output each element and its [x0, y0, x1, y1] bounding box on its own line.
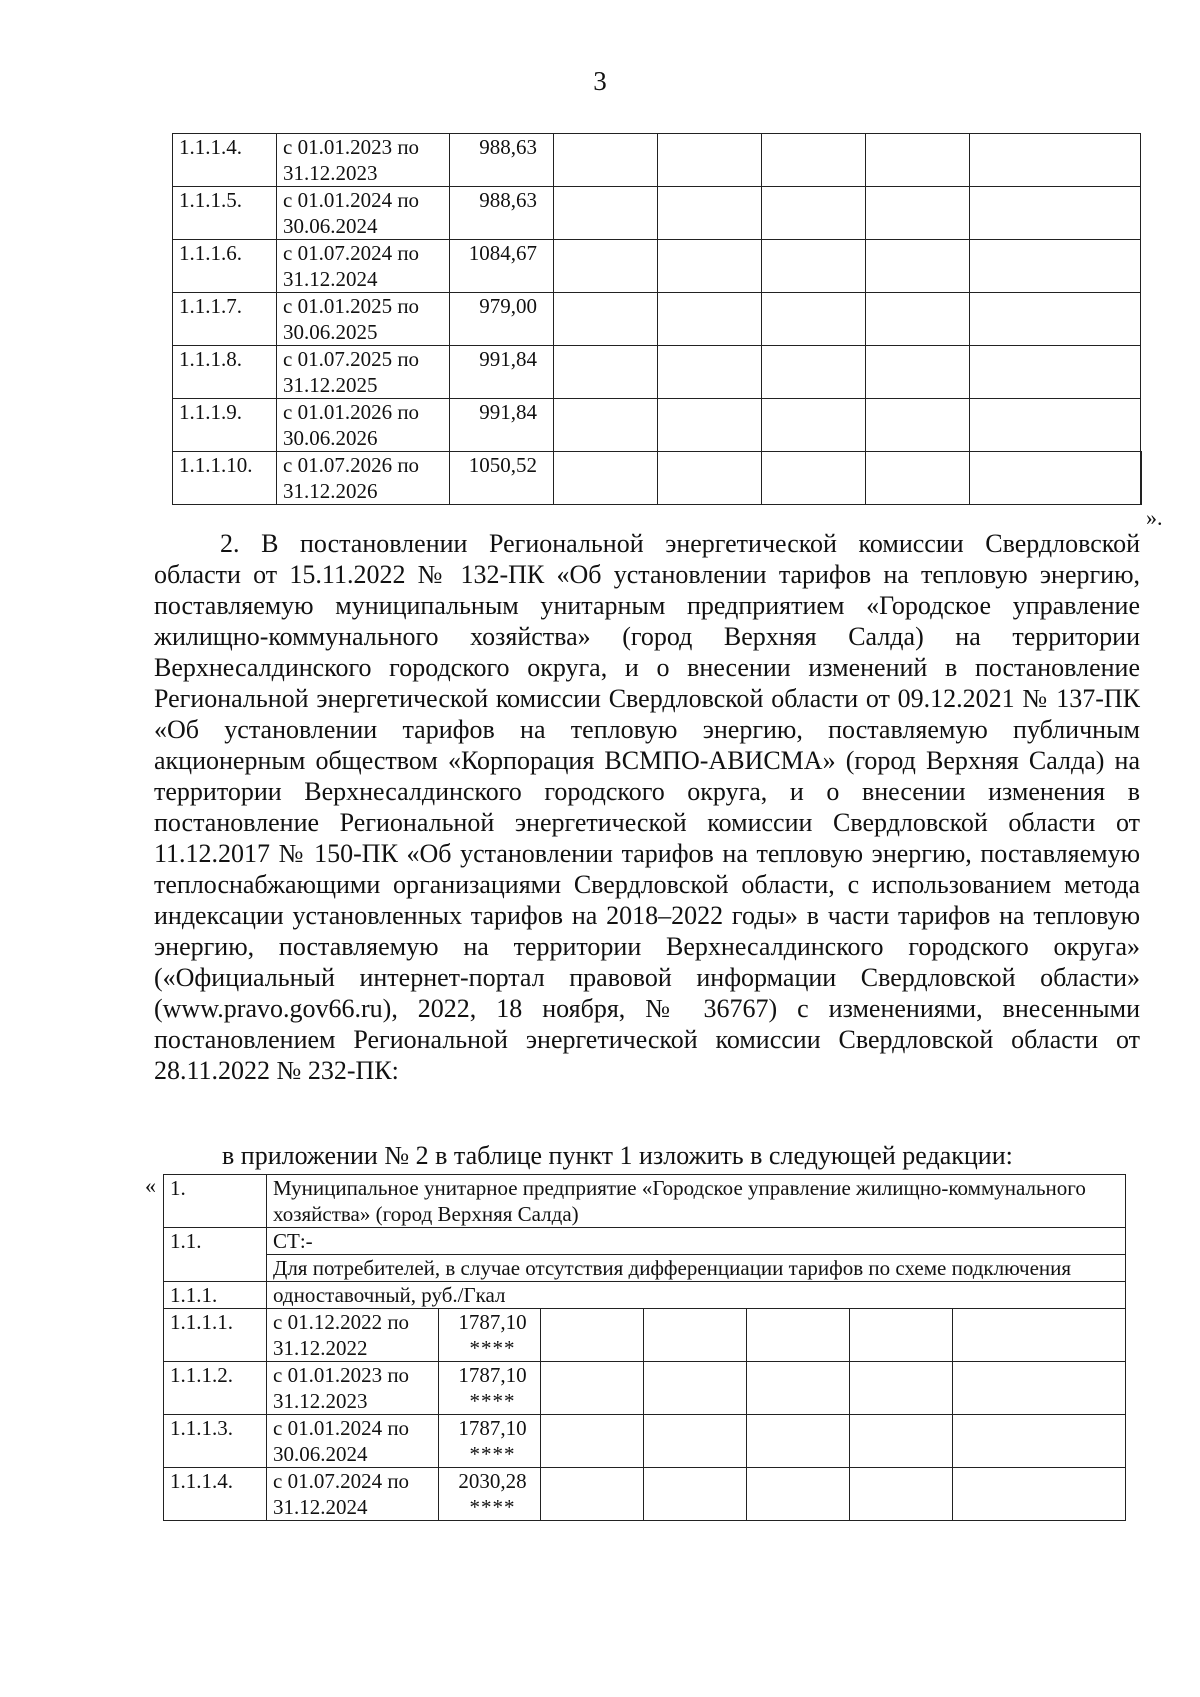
empty-cell	[541, 1468, 644, 1521]
empty-cell	[762, 240, 866, 293]
tariff-table-new	[163, 1174, 1126, 1521]
empty-cell	[644, 1415, 747, 1468]
empty-cell	[554, 134, 658, 187]
period-start: с 01.01.2024 по	[273, 1416, 410, 1440]
tariff-value: 988,63	[450, 187, 554, 240]
period-cell	[267, 1468, 439, 1521]
empty-cell	[644, 1468, 747, 1521]
empty-cell	[970, 346, 1141, 399]
tariff-value-cell	[439, 1362, 541, 1415]
empty-cell	[747, 1468, 850, 1521]
empty-cell	[658, 187, 762, 240]
empty-cell	[658, 293, 762, 346]
tariff-value-cell	[439, 1468, 541, 1521]
period-start: с 01.07.2024 по	[273, 1469, 410, 1493]
consumers-row	[164, 1255, 1126, 1282]
empty-cell	[970, 187, 1141, 240]
period-start: с 01.01.2023 по	[273, 1363, 410, 1387]
row-number: 1.1.1.3.	[164, 1415, 267, 1468]
period-start: с 01.01.2024 по	[283, 188, 420, 212]
period-end: 31.12.2023	[273, 1389, 368, 1413]
org-row	[164, 1175, 1126, 1228]
period-end: 30.06.2026	[283, 426, 378, 450]
table-row	[173, 346, 1141, 399]
st-row	[164, 1228, 1126, 1255]
empty-cell	[970, 399, 1141, 452]
row-number: 1.1.1.6.	[173, 240, 277, 293]
empty-cell	[554, 452, 658, 505]
empty-cell	[953, 1362, 1126, 1415]
tariff-table-continuation	[172, 133, 1142, 505]
period-start: с 01.12.2022 по	[273, 1310, 410, 1334]
table-row	[173, 240, 1141, 293]
empty-cell	[953, 1415, 1126, 1468]
period-end: 30.06.2024	[273, 1442, 368, 1466]
tariff-value: 1787,10	[458, 1310, 527, 1334]
tariff-value: 1050,52	[450, 452, 554, 505]
empty-cell	[762, 346, 866, 399]
table-row	[164, 1415, 1126, 1468]
table-row	[173, 452, 1141, 505]
empty-cell	[866, 240, 970, 293]
empty-cell	[850, 1309, 953, 1362]
period-cell	[267, 1415, 439, 1468]
empty-cell	[866, 399, 970, 452]
empty-cell	[658, 399, 762, 452]
tariff-value: 1787,10	[458, 1416, 527, 1440]
empty-cell	[850, 1362, 953, 1415]
empty-cell	[554, 187, 658, 240]
period-end: 31.12.2025	[283, 373, 378, 397]
row-number: 1.1.1.9.	[173, 399, 277, 452]
empty-cell	[866, 452, 970, 505]
period-end: 31.12.2023	[283, 161, 378, 185]
row-number: 1.1.1.10.	[173, 452, 277, 505]
period-end: 31.12.2022	[273, 1336, 368, 1360]
empty-cell	[554, 293, 658, 346]
empty-cell	[866, 187, 970, 240]
period-end: 31.12.2026	[283, 479, 378, 503]
period-cell	[267, 1309, 439, 1362]
empty-cell	[747, 1362, 850, 1415]
footnote-mark: ****	[469, 1495, 516, 1519]
empty-cell	[762, 452, 866, 505]
period-cell	[277, 399, 450, 452]
empty-cell	[866, 134, 970, 187]
period-cell	[277, 134, 450, 187]
period-end: 30.06.2025	[283, 320, 378, 344]
rate-label: одноставочный, руб./Гкал	[267, 1282, 1126, 1309]
paragraph-2: 2. В постановлении Региональной энергетической комиссии Свердловской области от 15.11.2022 № 132-ПК «Об установлении тарифов на тепловую энергию, поставляемую муниципальным унитарным предприятием «Городское управление жилищно-коммунального хозяйства» (город Верхняя Салда) на территории Верхнесалдинского городского округа, и о внесении изменений в постановление Региональной энергетической комиссии Свердловской области от 09.12.2021 № 137-ПК «Об установлении тарифов на тепловую энергию, поставляемую публичным акционерным обществом «Корпорация ВСМПО-АВИСМА» (город Верхняя Салда) на территории Верхнесалдинского городского округа, и о внесении изменения в постановление Региональной энергетической комиссии Свердловской области от 11.12.2017 № 150-ПК «Об установлении тарифов на тепловую энергию, поставляемую теплоснабжающими организациями Свердловской области, с использованием метода индексации установленных тарифов на 2018–2022 годы» в части тарифов на тепловую энергию, поставляемую на территории Верхнесалдинского городского округа» («Официальный интернет-портал правовой информации Свердловской области» (www.pravo.gov66.ru), 2022, 18 ноября, № 36767) с изменениями, внесенными постановлением Региональной энергетической комиссии Свердловской области от 28.11.2022 № 232-ПК:	[154, 529, 1140, 1085]
empty-cell	[554, 399, 658, 452]
page-number: 3	[593, 66, 607, 96]
period-cell	[277, 240, 450, 293]
empty-cell	[747, 1415, 850, 1468]
closing-quote-mark: ».	[1146, 505, 1163, 530]
table-row	[173, 134, 1141, 187]
empty-cell	[554, 346, 658, 399]
table-row	[173, 187, 1141, 240]
period-end: 31.12.2024	[283, 267, 378, 291]
row-number: 1.1.1.8.	[173, 346, 277, 399]
empty-cell	[762, 134, 866, 187]
empty-cell	[970, 134, 1141, 187]
rate-num: 1.1.1.	[164, 1282, 267, 1309]
org-num: 1.	[164, 1175, 267, 1228]
tariff-value: 991,84	[450, 346, 554, 399]
footnote-mark: ****	[469, 1336, 516, 1360]
period-start: с 01.01.2025 по	[283, 294, 420, 318]
st-label: СТ:-	[267, 1228, 1126, 1255]
row-number: 1.1.1.7.	[173, 293, 277, 346]
footnote-mark: ****	[469, 1389, 516, 1413]
empty-cell	[970, 293, 1141, 346]
period-start: с 01.01.2026 по	[283, 400, 420, 424]
opening-quote-mark: «	[145, 1173, 156, 1198]
empty-cell	[644, 1309, 747, 1362]
table-row	[173, 399, 1141, 452]
empty-cell	[953, 1468, 1126, 1521]
empty-cell	[747, 1309, 850, 1362]
empty-cell	[866, 293, 970, 346]
empty-cell	[554, 240, 658, 293]
consumers-label: Для потребителей, в случае отсутствия дифференциации тарифов по схеме подключения	[267, 1255, 1126, 1282]
empty-cell	[644, 1362, 747, 1415]
period-start: с 01.07.2025 по	[283, 347, 420, 371]
empty-cell	[762, 187, 866, 240]
rate-row	[164, 1282, 1126, 1309]
empty-cell	[866, 346, 970, 399]
empty-cell	[658, 240, 762, 293]
empty-cell	[953, 1309, 1126, 1362]
tariff-value: 1084,67	[450, 240, 554, 293]
tariff-value: 1787,10	[458, 1363, 527, 1387]
table-row	[173, 293, 1141, 346]
amendment-intro: в приложении № 2 в таблице пункт 1 изложить в следующей редакции:	[222, 1141, 1013, 1170]
period-end: 30.06.2024	[283, 214, 378, 238]
period-cell	[277, 346, 450, 399]
row-number: 1.1.1.2.	[164, 1362, 267, 1415]
period-start: с 01.07.2026 по	[283, 453, 420, 477]
sub-num: 1.1.	[164, 1228, 267, 1282]
empty-cell	[850, 1415, 953, 1468]
empty-cell	[970, 452, 1141, 505]
period-start: с 01.07.2024 по	[283, 241, 420, 265]
period-cell	[267, 1362, 439, 1415]
tariff-value: 979,00	[450, 293, 554, 346]
tariff-value: 991,84	[450, 399, 554, 452]
tariff-value: 988,63	[450, 134, 554, 187]
empty-cell	[541, 1415, 644, 1468]
empty-cell	[658, 346, 762, 399]
table-row	[164, 1309, 1126, 1362]
period-cell	[277, 187, 450, 240]
row-number: 1.1.1.1.	[164, 1309, 267, 1362]
org-name: Муниципальное унитарное предприятие «Городское управление жилищно-коммунального хозяйства» (город Верхняя Салда)	[267, 1175, 1126, 1228]
period-cell	[277, 293, 450, 346]
tariff-value-cell	[439, 1309, 541, 1362]
period-start: с 01.01.2023 по	[283, 135, 420, 159]
empty-cell	[762, 293, 866, 346]
row-number: 1.1.1.5.	[173, 187, 277, 240]
empty-cell	[658, 452, 762, 505]
footnote-mark: ****	[469, 1442, 516, 1466]
row-number: 1.1.1.4.	[164, 1468, 267, 1521]
table-row	[164, 1468, 1126, 1521]
empty-cell	[850, 1468, 953, 1521]
tariff-value-cell	[439, 1415, 541, 1468]
empty-cell	[970, 240, 1141, 293]
period-end: 31.12.2024	[273, 1495, 368, 1519]
empty-cell	[541, 1362, 644, 1415]
empty-cell	[762, 399, 866, 452]
row-number: 1.1.1.4.	[173, 134, 277, 187]
empty-cell	[541, 1309, 644, 1362]
period-cell	[277, 452, 450, 505]
tariff-value: 2030,28	[458, 1469, 527, 1493]
table-row	[164, 1362, 1126, 1415]
empty-cell	[658, 134, 762, 187]
